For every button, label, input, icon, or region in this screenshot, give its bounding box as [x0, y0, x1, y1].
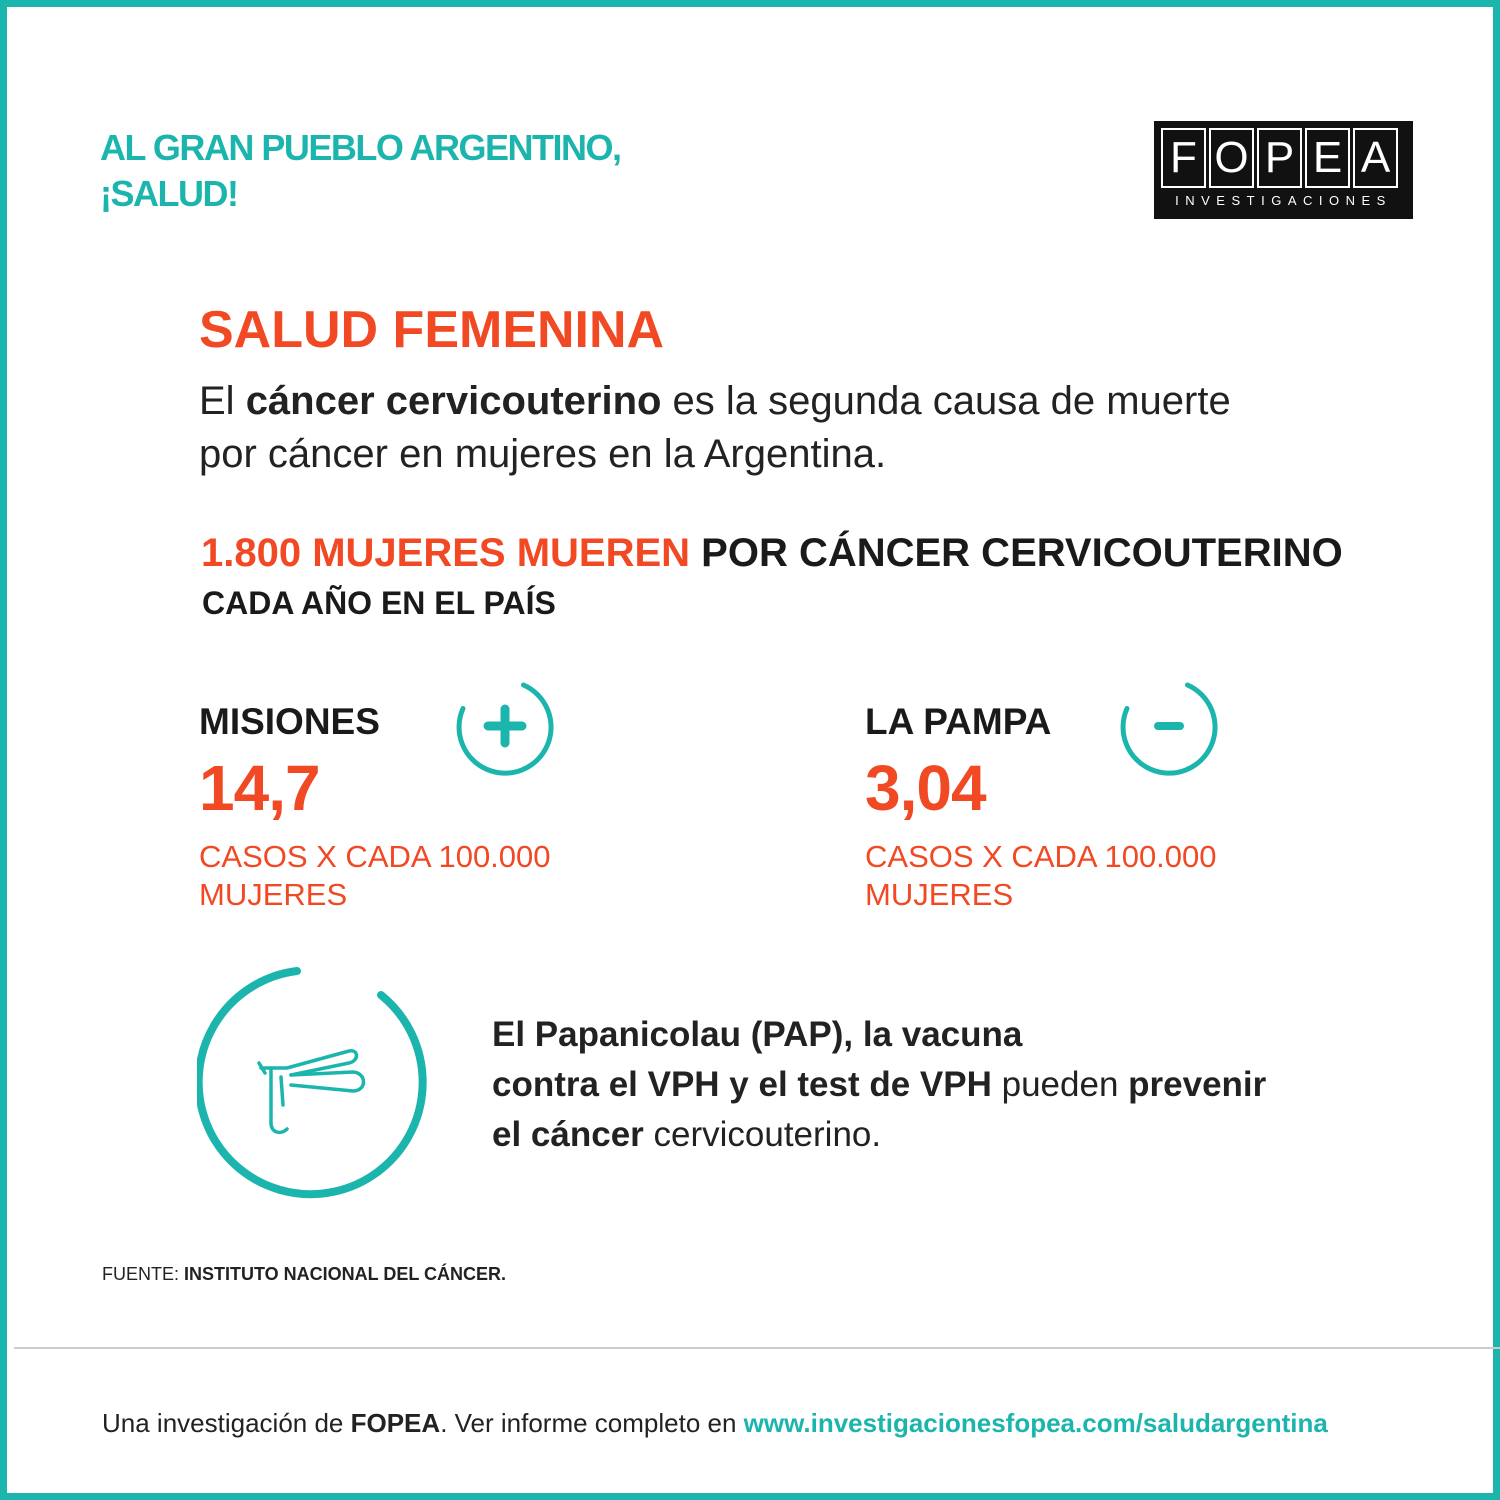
intro-line-2: por cáncer en mujeres en la Argentina. — [199, 432, 887, 476]
province-value: 3,04 — [865, 752, 986, 824]
province-unit-line-2: MUJERES — [199, 877, 348, 912]
prevention-line-1 — [492, 1010, 1266, 1060]
prevention-line-2-bold-2: prevenir — [1128, 1065, 1267, 1104]
source-label: FUENTE: — [102, 1264, 185, 1284]
prevention-line-3 — [492, 1110, 1266, 1160]
minus-circle-icon — [1117, 675, 1221, 779]
province-value: 14,7 — [199, 752, 320, 824]
footer-prefix: Una investigación de — [102, 1408, 351, 1438]
prevention-line-3-normal: cervicouterino. — [643, 1115, 882, 1154]
plus-circle-icon — [453, 675, 557, 779]
logo-letters — [1161, 128, 1401, 188]
province-unit-line-2: MUJERES — [865, 877, 1014, 912]
intro-prefix: El — [199, 379, 246, 423]
footer-divider — [14, 1347, 1500, 1349]
footer-credit — [102, 1405, 1328, 1441]
campaign-line-2: ¡SALUD! — [100, 173, 238, 214]
prevention-text — [492, 1010, 1266, 1160]
stat-subline: CADA AÑO EN EL PAÍS — [202, 585, 556, 621]
footer-brand: FOPEA — [350, 1408, 441, 1438]
source-value: INSTITUTO NACIONAL DEL CÁNCER. — [184, 1264, 507, 1284]
logo-letter: F — [1161, 128, 1206, 188]
speculum-icon — [197, 965, 433, 1201]
stat-headline — [201, 529, 1343, 577]
report-link[interactable]: www.investigacionesfopea.com/saludargentina — [743, 1408, 1328, 1438]
logo-letter: O — [1209, 128, 1254, 188]
province-unit-line-1: CASOS X CADA 100.000 — [865, 839, 1217, 874]
logo-letter: A — [1353, 128, 1398, 188]
footer-middle: . Ver informe completo en — [440, 1408, 744, 1438]
campaign-title — [100, 125, 621, 217]
stat-rest: POR CÁNCER CERVICOUTERINO — [690, 531, 1343, 575]
prevention-line-1-bold: El Papanicolau (PAP), la vacuna — [492, 1015, 1023, 1054]
province-unit-line-1: CASOS X CADA 100.000 — [199, 839, 551, 874]
logo-letter: P — [1257, 128, 1302, 188]
stat-highlight: 1.800 MUJERES MUEREN — [201, 531, 691, 575]
campaign-line-1: AL GRAN PUEBLO ARGENTINO, — [100, 127, 621, 168]
fopea-logo — [1154, 121, 1413, 219]
province-name: LA PAMPA — [865, 701, 1052, 742]
prevention-line-2 — [492, 1060, 1266, 1110]
prevention-line-3-bold: el cáncer — [492, 1115, 644, 1154]
province-name: MISIONES — [199, 701, 380, 742]
source-note — [102, 1262, 506, 1286]
prevention-line-2-bold: contra el VPH y el test de VPH — [492, 1065, 992, 1104]
logo-letter: E — [1305, 128, 1350, 188]
intro-bold: cáncer cervicouterino — [245, 379, 662, 423]
section-title: SALUD FEMENINA — [199, 301, 665, 359]
logo-subtitle: INVESTIGACIONES — [1175, 193, 1392, 208]
intro-line-1 — [199, 375, 1231, 428]
intro-text — [199, 375, 1231, 481]
prevention-line-2-normal: pueden — [991, 1065, 1129, 1104]
intro-line-1-rest: es la segunda causa de muerte — [661, 379, 1231, 423]
